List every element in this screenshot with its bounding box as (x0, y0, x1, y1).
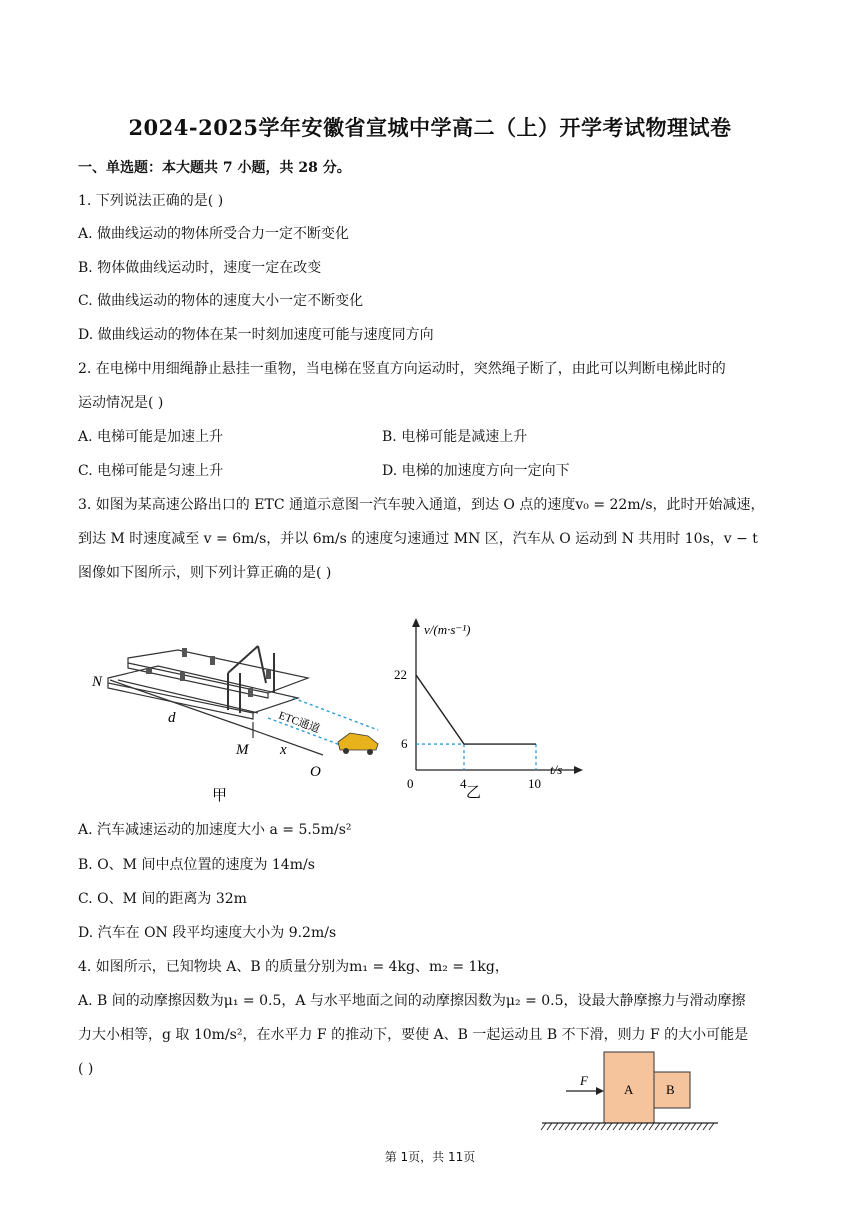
q2-stem-line2: 运动情况是( ) (78, 395, 164, 411)
q3-stem-line2: 到达 M 时速度减至 v = 6m/s，并以 6m/s 的速度匀速通过 MN 区，汽车从 O 运动到 N 共用时 10s，v − t (78, 531, 758, 547)
section-heading: 一、单选题：本大题共 7 小题，共 28 分。 (78, 160, 351, 176)
x-tick-4: 4 (460, 776, 467, 791)
label-d: d (168, 710, 176, 726)
q3-option-b: B. O、M 间中点位置的速度为 14m/s (78, 857, 315, 873)
vt-chart (388, 612, 598, 804)
caption-yi: 乙 (466, 785, 482, 801)
q1-option-c: C. 做曲线运动的物体的速度大小一定不断变化 (78, 293, 364, 309)
x-axis-label: t/s (550, 762, 563, 777)
blocks-figure (540, 1048, 730, 1134)
y-axis-label: v/(m·s⁻¹) (424, 622, 471, 637)
q3-option-d: D. 汽车在 ON 段平均速度大小为 9.2m/s (78, 925, 337, 941)
q4-stem-line2: A. B 间的动摩擦因数为μ₁ = 0.5，A 与水平地面之间的动摩擦因数为μ₂ = 0.5，设最大静摩擦力与滑动摩擦 (78, 993, 746, 1009)
q2-option-c: C. 电梯可能是匀速上升 (78, 463, 224, 479)
page-footer: 第 1页，共 11页 (384, 1150, 476, 1164)
block-b-label: B (666, 1082, 675, 1097)
q4-stem-line3: 力大小相等，g 取 10m/s²，在水平力 F 的推动下，要使 A、B 一起运动且 B 不下滑，则力 F 的大小可能是 (78, 1027, 749, 1043)
ground-hatch (541, 1123, 714, 1130)
y-tick-22: 22 (394, 666, 407, 682)
x-tick-10: 10 (528, 776, 541, 791)
q4-stem-line4: ( ) (78, 1061, 94, 1077)
label-M: M (236, 742, 249, 758)
x-axis-arrow (574, 766, 583, 774)
q2-option-b: B. 电梯可能是减速上升 (382, 429, 528, 445)
q3-stem-line3: 图像如下图所示，则下列计算正确的是( ) (78, 565, 332, 581)
y-axis-arrow (412, 618, 420, 627)
force-arrow-head (596, 1087, 604, 1095)
label-O: O (310, 764, 321, 780)
q3-option-a: A. 汽车减速运动的加速度大小 a = 5.5m/s² (78, 822, 352, 838)
q2-option-a: A. 电梯可能是加速上升 (78, 429, 224, 445)
label-etc: ETC通道 (276, 709, 322, 736)
q2-option-d: D. 电梯的加速度方向一定向下 (382, 463, 570, 479)
q1-stem: 1. 下列说法正确的是( ) (78, 193, 224, 209)
q4-stem-line1: 4. 如图所示，已知物块 A、B 的质量分别为m₁ = 4kg、m₂ = 1kg， (78, 959, 509, 975)
force-label: F (580, 1073, 588, 1088)
q3-stem-line1: 3. 如图为某高速公路出口的 ETC 通道示意图一汽车驶入通道，到达 O 点的速度v₀ = 22m/s，此时开始减速， (78, 497, 765, 513)
q1-option-a: A. 做曲线运动的物体所受合力一定不断变化 (78, 226, 350, 242)
label-N: N (92, 674, 103, 690)
block-a-label: A (624, 1082, 634, 1097)
etc-lane-figure (88, 618, 398, 808)
q1-option-b: B. 物体做曲线运动时，速度一定在改变 (78, 260, 322, 276)
y-tick-6: 6 (401, 736, 408, 752)
label-x: x (280, 742, 287, 758)
page-title: 2024-2025学年安徽省宣城中学高二（上）开学考试物理试卷 (128, 115, 732, 140)
q2-stem-line1: 2. 在电梯中用细绳静止悬挂一重物，当电梯在竖直方向运动时，突然绳子断了，由此可以判断电梯此时的 (78, 361, 726, 377)
vt-series-line (416, 675, 536, 744)
x-tick-0: 0 (407, 776, 414, 791)
caption-jia: 甲 (212, 788, 228, 804)
q1-option-d: D. 做曲线运动的物体在某一时刻加速度可能与速度同方向 (78, 327, 434, 343)
q3-option-c: C. O、M 间的距离为 32m (78, 891, 247, 907)
